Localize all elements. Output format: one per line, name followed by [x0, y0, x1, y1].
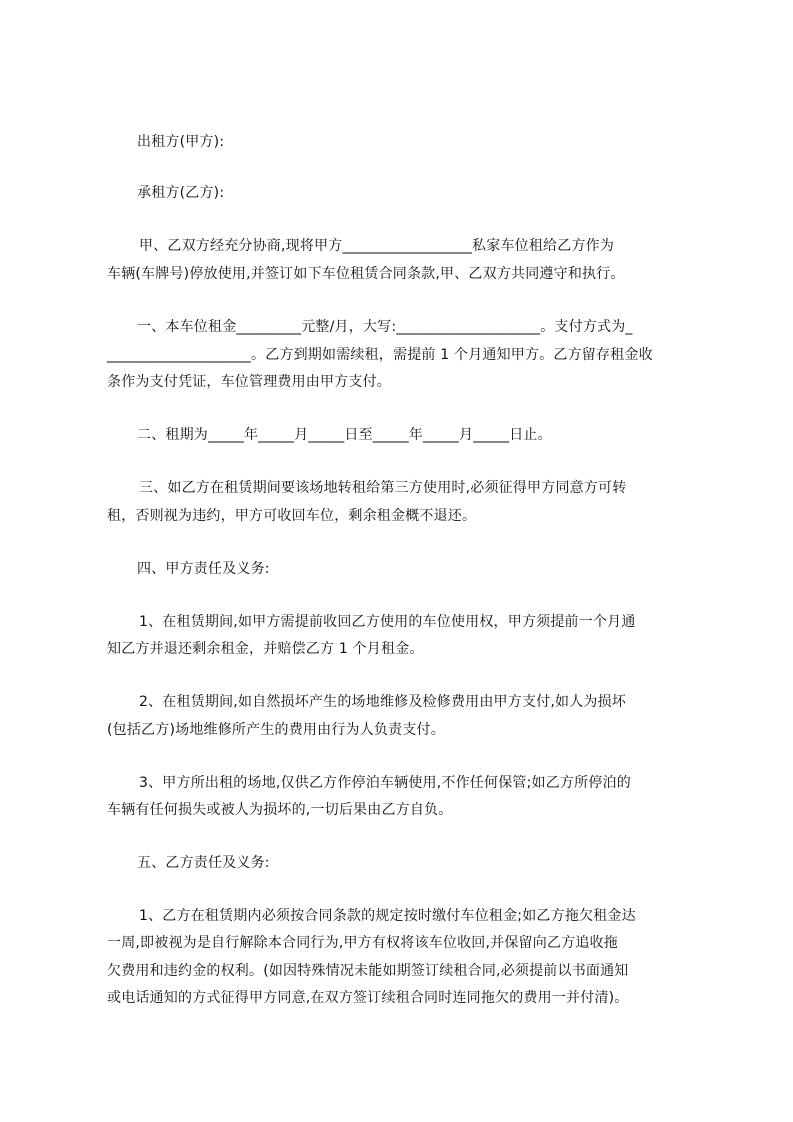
intro-line-2: 车辆(车牌号)停放使用,并签订如下车位租赁合同条款,甲、乙双方共同遵守和执行。 [107, 266, 625, 282]
clause2-line: 二、租期为_____年_____月_____日至_____年_____月_____日止。 [137, 427, 552, 443]
clause5-title: 五、乙方责任及义务: [137, 855, 270, 871]
clause4-item3-line-1: 3、甲方所出租的场地,仅供乙方作停泊车辆使用,不作任何保管;如乙方所停泊的 [139, 775, 631, 791]
clause4-item2-line-1: 2、在租赁期间,如自然损坏产生的场地维修及检修费用由甲方支付,如人为损坏 [139, 694, 627, 710]
clause4-title: 四、甲方责任及义务: [137, 561, 270, 577]
clause4-item3-line-2: 车辆有任何损失或被人为损坏的,一切后果由乙方自负。 [107, 802, 453, 818]
clause5-item1-line-2: 一周,即被视为是自行解除本合同行为,甲方有权将该车位收回,并保留向乙方追收拖 [107, 935, 618, 951]
clause1-line-3: 条作为支付凭证，车位管理费用由甲方支付。 [107, 374, 391, 390]
clause3-line-1: 三、如乙方在租赁期间要该场地转租给第三方使用时,必须征得甲方同意方可转 [139, 480, 627, 496]
clause5-item1-line-1: 1、乙方在租赁期内必须按合同条款的规定按时缴付车位租金;如乙方拖欠租金达 [139, 908, 636, 924]
clause4-item1-line-1: 1、在租赁期间,如甲方需提前收回乙方使用的车位使用权，甲方须提前一个月通 [139, 614, 636, 630]
clause5-item1-line-4: 或电话通知的方式征得甲方同意,在双方签订续租合同时连同拖欠的费用一并付清)。 [107, 990, 629, 1006]
clause4-item2-line-2: (包括乙方)场地维修所产生的费用由行为人负责支付。 [107, 722, 445, 738]
clause4-item1-line-2: 知乙方并退还剩余租金，并赔偿乙方 1 个月租金。 [107, 641, 424, 657]
clause3-line-2: 租，否则视为违约，甲方可收回车位，剩余租金概不退还。 [107, 508, 477, 524]
intro-line-1: 甲、乙双方经充分协商,现将甲方__________________私家车位租给乙方作为 [139, 238, 615, 254]
lessor-line: 出租方(甲方): [137, 134, 225, 150]
clause5-item1-line-3: 欠费用和违约金的权利。(如因特殊情况未能如期签订续租合同,必须提前以书面通知 [107, 963, 629, 979]
lessee-line: 承租方(乙方): [137, 185, 225, 201]
clause1-line-1: 一、本车位租金_________元整/月，大写:____________________。支付方式为_ [137, 319, 633, 335]
clause1-line-2: ____________________。乙方到期如需续租，需提前 1 个月通知甲方。乙方留存租金收 [107, 347, 653, 363]
